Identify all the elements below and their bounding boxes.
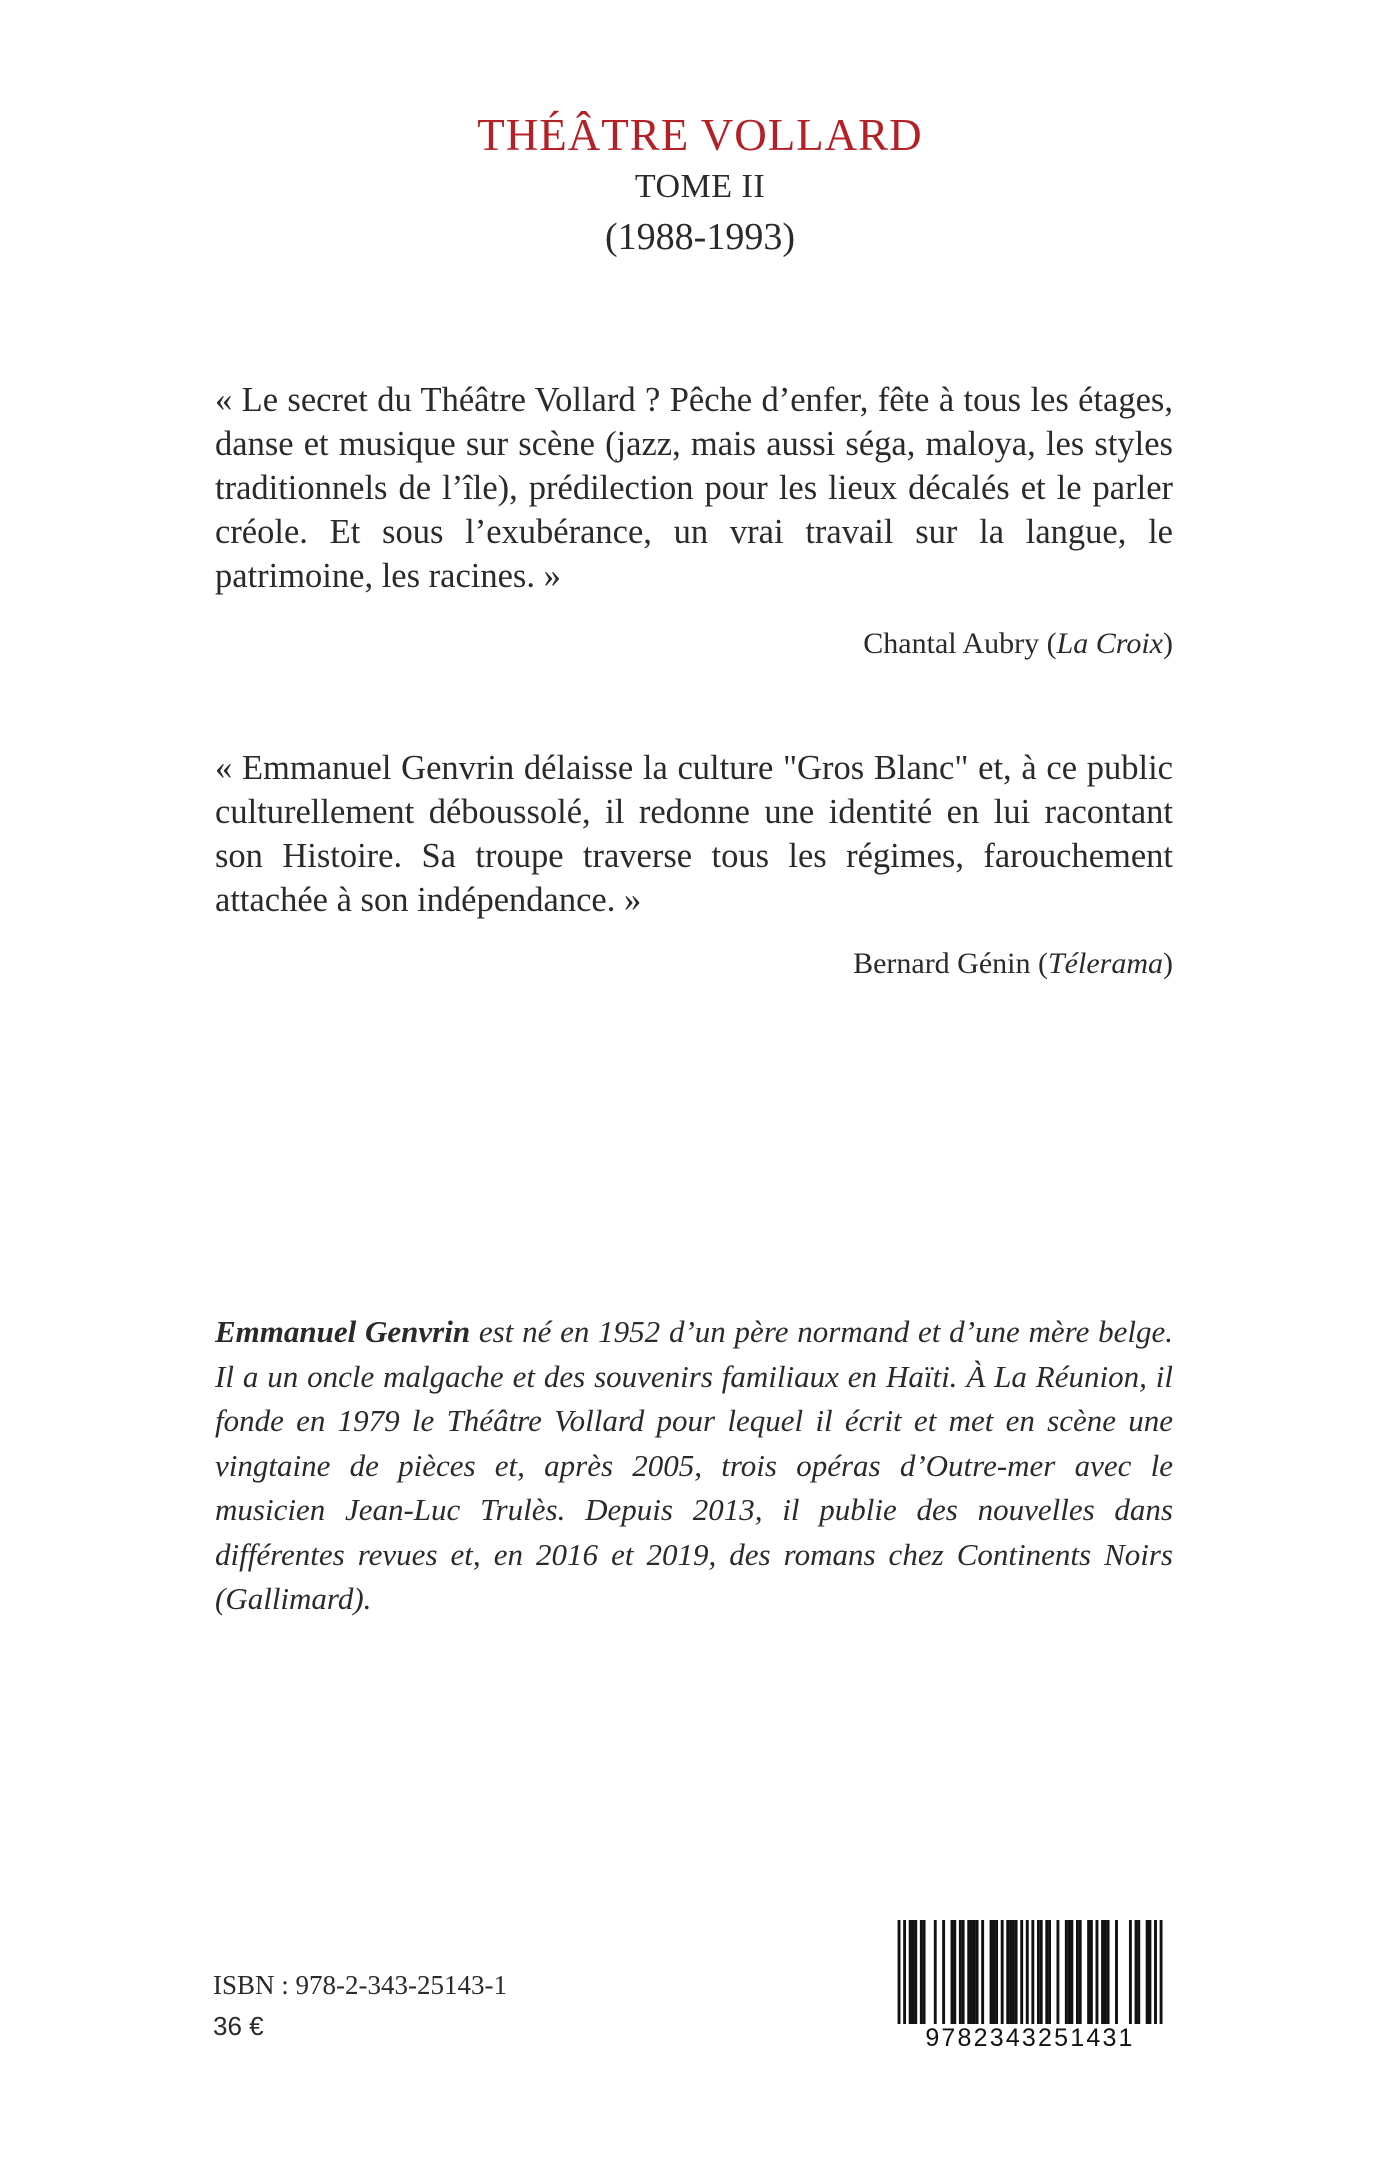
press-quote: « Le secret du Théâtre Vollard ? Pêche d’enfer, fête à tous les étages, danse et musique sur scène (jazz, mais aussi séga, maloya, les styles traditionnels de l’île), prédilection pour les lieux décalés et le parler créole. Et sous l’exubérance, un vrai travail sur la langue, le patrimoine, les racines. »	[215, 381, 1173, 595]
barcode-bar	[992, 1920, 995, 2026]
barcode-bar	[1160, 1920, 1163, 2026]
barcode-bar	[1006, 1920, 1009, 2026]
barcode-bar	[1070, 1920, 1073, 2026]
barcode-bar	[1056, 1920, 1059, 2026]
barcode-bar	[1040, 1920, 1043, 2026]
barcode-bar	[1146, 1920, 1149, 2026]
quote-source: La Croix	[1056, 627, 1163, 660]
barcode-bar	[1012, 1920, 1015, 2026]
barcode-bar	[1079, 1920, 1082, 2026]
quote-author: Bernard Génin	[853, 947, 1031, 980]
barcode-bar	[953, 1920, 956, 2026]
barcode-bar	[934, 1920, 937, 2026]
barcode-bar	[898, 1920, 901, 2026]
barcode-bar	[923, 1920, 926, 2026]
barcode-bar	[1076, 1920, 1079, 2026]
barcode-bar	[1096, 1920, 1099, 2026]
barcode-bar	[909, 1920, 912, 2026]
barcode-bar	[995, 1920, 998, 2026]
barcode-bar	[951, 1920, 954, 2026]
quote-source: Télerama	[1048, 947, 1163, 980]
isbn: ISBN : 978-2-343-25143-1	[213, 1970, 507, 2000]
barcode-bar	[1015, 1920, 1018, 2026]
barcode-bar	[967, 1920, 970, 2026]
barcode-bar	[1068, 1920, 1071, 2026]
barcode-bar	[1065, 1920, 1068, 2026]
barcode-digits: 9782343251431	[892, 2024, 1168, 2052]
bio-text: est né en 1952 d’un père normand et d’une mère belge. Il a un oncle malgache et des souvenirs familiaux en Haïti. À La Réunion, il fonde en 1979 le Théâtre Vollard pour lequel il écrit et met en scène une vingtaine de pièces et, après 2005, trois opéras d’Outre-mer avec le musicien Jean-Luc Trulès. Depuis 2013, il publie des nouvelles dans différentes revues et, en 2016 et 2019, des romans chez Continents Noirs (Gallimard).	[215, 1314, 1173, 1616]
year-range: (1988-1993)	[605, 216, 795, 258]
quote-attribution: Bernard Génin (Télerama)	[853, 947, 1173, 980]
barcode-bar	[1090, 1920, 1093, 2026]
barcode-bar	[1135, 1920, 1138, 2026]
barcode-bar	[973, 1920, 976, 2026]
barcode-bar	[976, 1920, 979, 2026]
barcode-bar	[903, 1920, 906, 2026]
price: 36 €	[213, 2011, 264, 2041]
barcode-bar	[1137, 1920, 1140, 2026]
barcode-bar	[920, 1920, 923, 2026]
author-name: Emmanuel Genvrin	[215, 1314, 471, 1349]
barcode-bar	[912, 1920, 915, 2026]
barcode-bar	[1129, 1920, 1132, 2026]
author-bio	[215, 1310, 1173, 1622]
barcode-bar	[914, 1920, 917, 2026]
barcode-bar	[1020, 1920, 1023, 2026]
barcode-bar	[1048, 1920, 1051, 2026]
quote-attribution: Chantal Aubry (La Croix)	[863, 627, 1173, 660]
barcode-bar	[981, 1920, 984, 2026]
barcode-bar	[990, 1920, 993, 2026]
barcode-bar	[1045, 1920, 1048, 2026]
barcode-bar	[1148, 1920, 1151, 2026]
barcode-bar	[1001, 1920, 1004, 2026]
barcode-bar	[1037, 1920, 1040, 2026]
barcode-bar	[1101, 1920, 1104, 2026]
barcode-bar	[1104, 1920, 1107, 2026]
barcode-bar	[1154, 1920, 1157, 2026]
book-title: THÉÂTRE VOLLARD	[477, 110, 923, 160]
barcode-bar	[1107, 1920, 1110, 2026]
barcode-bar	[1031, 1920, 1034, 2026]
title-block	[0, 108, 1400, 262]
barcode-bar	[1115, 1920, 1118, 2026]
barcode-bar	[942, 1920, 945, 2026]
barcode	[892, 1920, 1168, 2052]
barcode-bar	[1026, 1920, 1029, 2026]
barcode-bar	[970, 1920, 973, 2026]
quote-author: Chantal Aubry	[863, 627, 1040, 660]
volume-label: TOME II	[634, 168, 766, 205]
barcode-bar	[962, 1920, 965, 2026]
barcode-bar	[1009, 1920, 1012, 2026]
press-quote: « Emmanuel Genvrin délaisse la culture "Gros Blanc" et, à ce public culturellement déboussolé, il redonne une identité en lui racontant son Histoire. Sa troupe traverse tous les régimes, farouchement attachée à son indépendance. »	[215, 749, 1173, 919]
barcode-bar	[1087, 1920, 1090, 2026]
barcode-bars	[892, 1920, 1168, 2026]
barcode-bar	[959, 1920, 962, 2026]
